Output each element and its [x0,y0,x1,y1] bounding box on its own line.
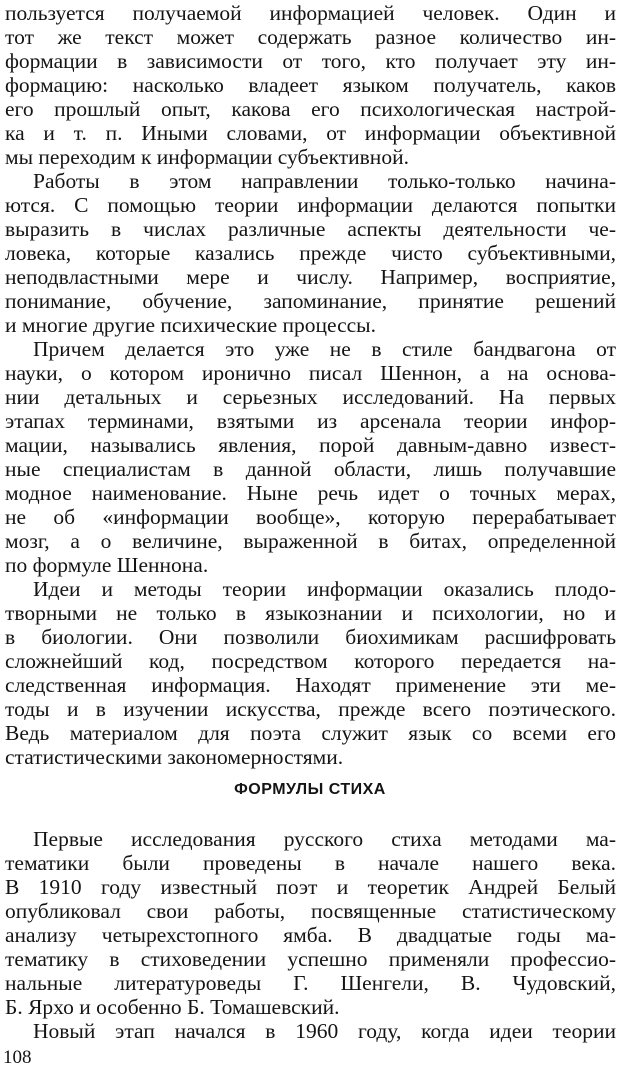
text-line: следственная информация. Находят применение эти ме- [5,673,616,697]
text-line: пользуется получаемой информацией человек. Один и [5,1,616,25]
text-line: и многие другие психические процессы. [5,313,376,337]
text-line: Идеи и методы теории информации оказались плодо- [33,577,616,601]
text-line: тематики были проведены в начале нашего века. [5,851,616,875]
text-line: опубликовал свои работы, посвященные статистическому [5,899,616,923]
text-line: тоды и в изучении искусства, прежде всего поэтического. [5,697,616,721]
text-line: по формуле Шеннона. [5,553,209,577]
text-line: нальные литературоведы Г. Шенгели, В. Чудовский, [5,971,616,995]
text-line: Новый этап начался в 1960 году, когда идеи теории [33,1019,616,1043]
text-line: статистическими закономерностями. [5,745,344,769]
text-line: ка и т. п. Иными словами, от информации объективной [5,121,616,145]
text-line: Первые исследования русского стиха методами ма- [33,827,616,851]
text-line: Работы в этом направлении только-только начина- [33,169,616,193]
text-line: не об «информации вообще», которую перерабатывает [5,505,616,529]
text-line: анализу четырехстопного ямба. В двадцатые годы ма- [5,923,616,947]
text-line: творными не только в языкознании и психологии, но и [5,601,616,625]
text-line: в биологии. Они позволили биохимикам расшифровать [5,625,616,649]
text-line: выразить в числах различные аспекты деятельности че- [5,217,616,241]
page-number: 108 [3,1047,32,1068]
text-line: ются. С помощью теории информации делаются попытки [5,193,616,217]
text-line: понимание, обучение, запоминание, принятие решений [5,289,616,313]
text-line: сложнейший код, посредством которого передается на- [5,649,616,673]
text-line: мации, назывались явления, порой давным-давно извест- [5,433,616,457]
text-line: мозг, а о величине, выраженной в битах, определенной [5,529,616,553]
text-line: этапах терминами, взятыми из арсенала теории инфор- [5,409,616,433]
text-line: неподвластными мере и числу. Например, восприятие, [5,265,616,289]
text-line: Б. Ярхо и особенно Б. Томашевский. [5,995,340,1019]
text-line: Причем делается это уже не в стиле бандвагона от [33,337,616,361]
text-line: тот же текст может содержать разное количество ин- [5,25,616,49]
text-line: науки, о котором иронично писал Шеннон, а на основа- [5,361,616,385]
text-line: нии детальных и серьезных исследований. На первых [5,385,616,409]
text-line: ловека, которые казались прежде чисто субъективными, [5,241,616,265]
text-line: ные специалистам в данной области, лишь получавшие [5,457,616,481]
section-heading: ФОРМУЛЫ СТИХА [234,781,386,798]
text-line: мы переходим к информации субъективной. [5,145,409,169]
text-line: формацию: насколько владеет языком получатель, каков [5,73,616,97]
text-line: модное наименование. Ныне речь идет о точных мерах, [5,481,616,505]
text-line: формации в зависимости от того, кто получает эту ин- [5,49,616,73]
text-line: тематику в стиховедении успешно применяли профессио- [5,947,616,971]
text-line: Ведь материалом для поэта служит язык со всеми его [5,721,616,745]
text-line: В 1910 году известный поэт и теоретик Андрей Белый [5,875,616,899]
text-line: его прошлый опыт, какова его психологическая настрой- [5,97,616,121]
